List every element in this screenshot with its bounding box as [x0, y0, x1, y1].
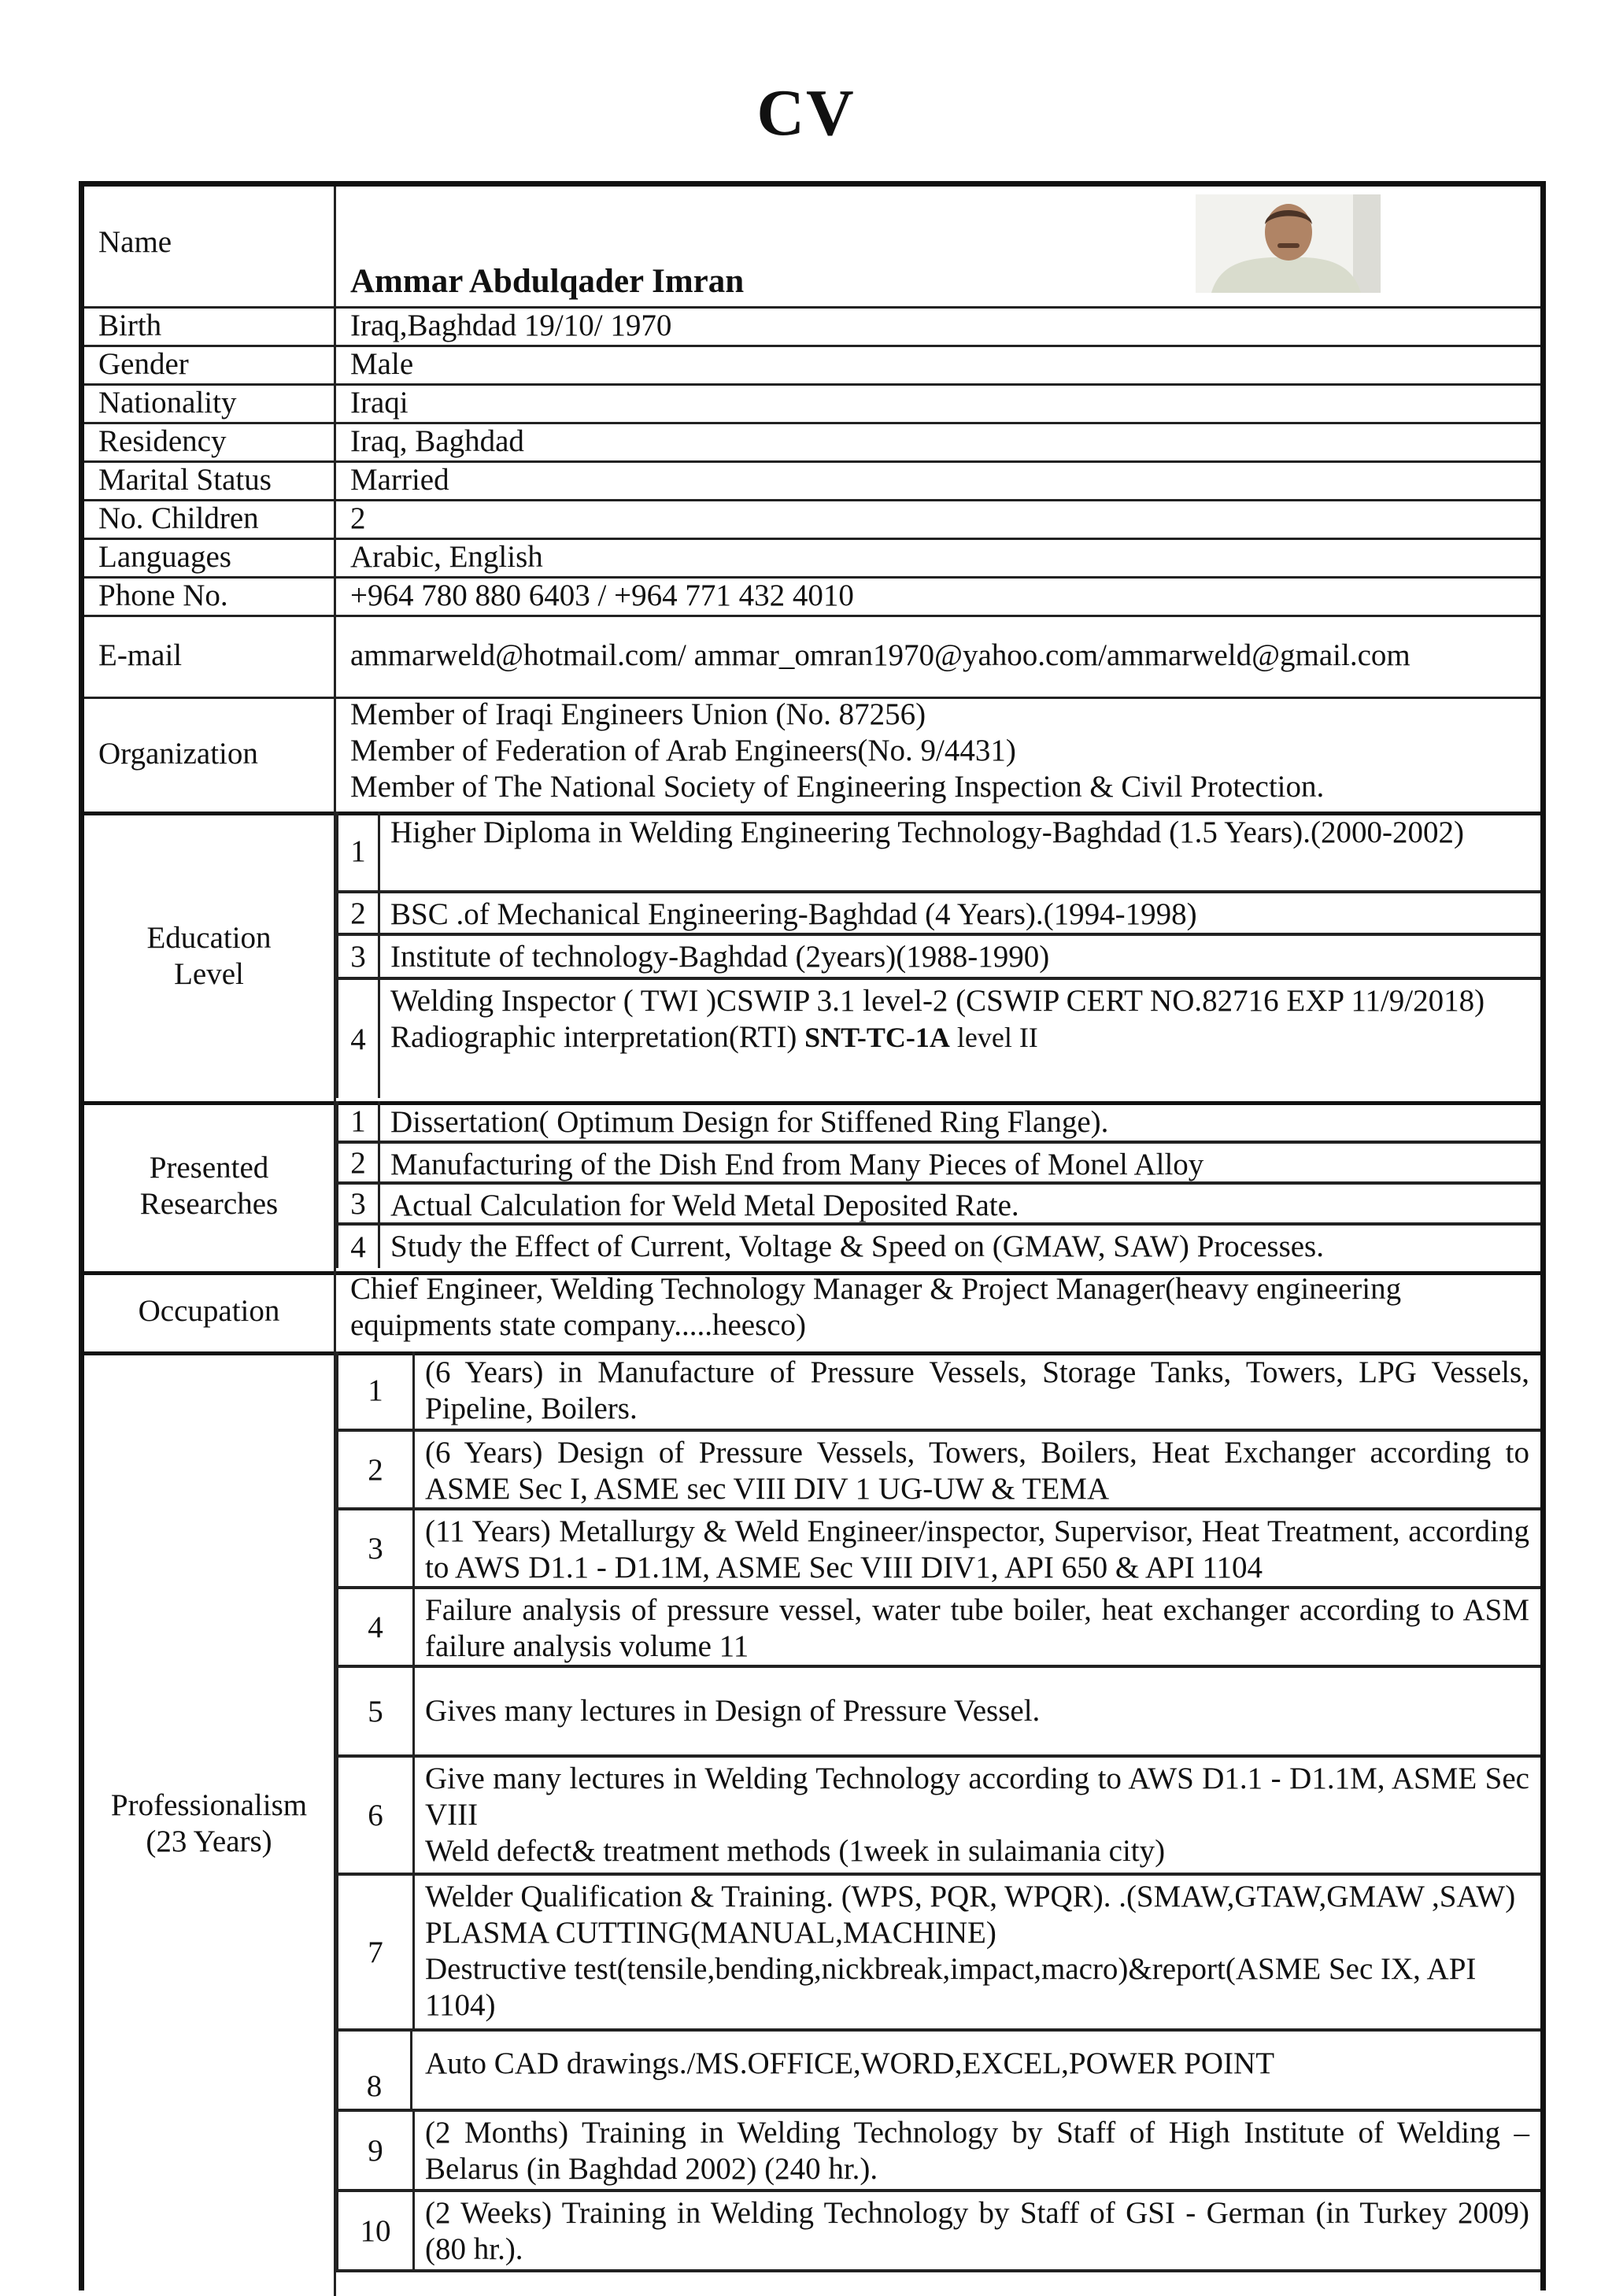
- item-number: 4: [338, 1226, 380, 1268]
- item-text: Higher Diploma in Welding Engineering Technology-Baghdad (1.5 Years).(2000-2002): [390, 815, 1464, 849]
- item-text: Manufacturing of the Dish End from Many Pieces of Monel Alloy: [390, 1148, 1204, 1181]
- item-text: [378, 980, 1540, 1098]
- research-item: [336, 1226, 1540, 1268]
- item-text: [412, 1758, 1540, 1873]
- education-item: [336, 893, 1540, 936]
- item-number: 4: [338, 1589, 415, 1665]
- field-row-children: [84, 499, 1540, 540]
- profile-photo: [1196, 194, 1381, 293]
- education-item: [336, 980, 1540, 1098]
- name-row: [84, 187, 1540, 309]
- document-title: CV: [756, 76, 856, 150]
- item-number: 2: [338, 893, 380, 933]
- education-item: [336, 936, 1540, 980]
- field-value: Iraqi: [350, 385, 409, 420]
- item-line: Weld defect& treatment methods (1week in sulaimania city): [425, 1834, 1166, 1868]
- line-suffix: level II: [949, 1022, 1038, 1053]
- professionalism-label: Professionalism (23 Years): [84, 1351, 336, 2296]
- field-label: Birth: [84, 306, 336, 345]
- item-text: (6 Years) Design of Pressure Vessels, Towers, Boilers, Heat Exchanger according to ASME Sec I, ASME sec VIII DIV 1 UG-UW & TEMA: [425, 1436, 1529, 1506]
- item-text: Failure analysis of pressure vessel, water tube boiler, heat exchanger according to ASM failure analysis volume 11: [425, 1593, 1529, 1663]
- item-number: 1: [338, 1351, 415, 1429]
- field-row-residency: [84, 422, 1540, 463]
- item-number: 10: [338, 2192, 415, 2269]
- item-number: 8: [338, 2032, 412, 2109]
- field-value: Iraq,Baghdad 19/10/ 1970: [350, 308, 672, 342]
- field-row-birth: [84, 306, 1540, 347]
- field-value: Iraq, Baghdad: [350, 423, 524, 458]
- field-row-phone: [84, 576, 1540, 617]
- field-row-email: [84, 615, 1540, 699]
- organization-line: Member of The National Society of Engineering Inspection & Civil Protection.: [350, 770, 1325, 804]
- item-number: 1: [338, 1101, 380, 1141]
- standard-code: SNT-TC-1A: [804, 1022, 950, 1053]
- field-value: Male: [350, 346, 414, 381]
- name-label: Name: [84, 187, 336, 306]
- field-label: Marital Status: [84, 460, 336, 499]
- item-text: Institute of technology-Baghdad (2years)(1988-1990): [390, 940, 1050, 974]
- field-value: Married: [350, 462, 449, 497]
- education-item: [336, 812, 1540, 893]
- researches-section: [84, 1101, 1540, 1275]
- item-number: 2: [338, 1432, 415, 1507]
- item-number: 3: [338, 936, 380, 977]
- occupation-label: Occupation: [84, 1271, 336, 1351]
- item-number: 3: [338, 1510, 415, 1586]
- item-number: 9: [338, 2112, 415, 2189]
- field-value: +964 780 880 6403 / +964 771 432 4010: [350, 578, 854, 612]
- organization-line: Member of Iraqi Engineers Union (No. 87256): [350, 697, 926, 731]
- item-number: 7: [338, 1876, 415, 2028]
- item-text: (6 Years) in Manufacture of Pressure Vessels, Storage Tanks, Towers, LPG Vessels, Pipeline, Boilers.: [425, 1355, 1529, 1425]
- item-number: 4: [338, 980, 380, 1098]
- organization-line: Member of Federation of Arab Engineers(No. 9/4431): [350, 734, 1016, 767]
- field-row-nationality: [84, 383, 1540, 424]
- item-line: [390, 1019, 1529, 1056]
- field-value: Arabic, English: [350, 539, 543, 574]
- item-number: 3: [338, 1185, 380, 1222]
- item-number: 2: [338, 1144, 380, 1181]
- professionalism-item: [336, 1351, 1540, 1432]
- research-item: [336, 1185, 1540, 1226]
- field-row-languages: [84, 538, 1540, 579]
- field-label: Gender: [84, 345, 336, 383]
- item-number: 1: [338, 812, 380, 890]
- item-line: Give many lectures in Welding Technology according to AWS D1.1 - D1.1M, ASME Sec VIII: [425, 1762, 1529, 1832]
- research-item: [336, 1144, 1540, 1185]
- organization-lines: [336, 697, 1540, 812]
- item-line: Welder Qualification & Training. (WPS, PQR, WPQR). .(SMAW,GTAW,GMAW ,SAW) PLASMA CUTTING(MANUAL,MACHINE): [425, 1880, 1516, 1950]
- professionalism-item: [336, 2032, 1540, 2112]
- field-label: Nationality: [84, 383, 336, 422]
- professionalism-item: [336, 2192, 1540, 2272]
- research-item: [336, 1101, 1540, 1144]
- item-line: Welding Inspector ( TWI )CSWIP 3.1 level-2 (CSWIP CERT NO.82716 EXP 11/9/2018): [390, 984, 1485, 1018]
- education-section: [84, 812, 1540, 1105]
- item-text: Auto CAD drawings./MS.OFFICE,WORD,EXCEL,POWER POINT: [425, 2046, 1275, 2080]
- field-label: Languages: [84, 538, 336, 576]
- occupation-section: [84, 1271, 1540, 1355]
- professionalism-item: [336, 1668, 1540, 1758]
- item-text: Dissertation( Optimum Design for Stiffened Ring Flange).: [390, 1105, 1109, 1139]
- item-line: Destructive test(tensile,bending,nickbreak,impact,macro)&report(ASME Sec IX, API 1104): [425, 1952, 1477, 2022]
- professionalism-section: [84, 1351, 1540, 2296]
- researches-label: Presented Researches: [84, 1101, 336, 1271]
- item-text: Study the Effect of Current, Voltage & Speed on (GMAW, SAW) Processes.: [390, 1229, 1324, 1263]
- professionalism-item: [336, 1432, 1540, 1510]
- education-label: Education Level: [84, 812, 336, 1101]
- organization-label: Organization: [84, 697, 336, 812]
- field-label: No. Children: [84, 499, 336, 538]
- person-name: Ammar Abdulqader Imran: [350, 263, 745, 300]
- field-value: 2: [350, 501, 366, 535]
- professionalism-item: [336, 1510, 1540, 1589]
- item-text: [412, 1876, 1540, 2028]
- cv-table: [79, 181, 1546, 2290]
- item-number: 6: [338, 1758, 415, 1873]
- field-label: Residency: [84, 422, 336, 460]
- item-text: BSC .of Mechanical Engineering-Baghdad (4 Years).(1994-1998): [390, 897, 1197, 931]
- professionalism-item: [336, 1758, 1540, 1876]
- field-row-gender: [84, 345, 1540, 386]
- occupation-text: Chief Engineer, Welding Technology Manager & Project Manager(heavy engineering equipments state company.....heesco): [350, 1272, 1402, 1342]
- name-cell: [336, 187, 1540, 306]
- line-prefix: Radiographic interpretation(RTI): [390, 1020, 805, 1054]
- item-text: (2 Months) Training in Welding Technology by Staff of High Institute of Welding – Belarus (in Baghdad 2002) (240 hr.).: [425, 2116, 1529, 2186]
- item-text: Actual Calculation for Weld Metal Deposited Rate.: [390, 1189, 1019, 1222]
- field-value: ammarweld@hotmail.com/ ammar_omran1970@yahoo.com/ammarweld@gmail.com: [350, 638, 1410, 672]
- item-number: 5: [338, 1668, 415, 1754]
- organization-section: [84, 697, 1540, 815]
- item-text: (2 Weeks) Training in Welding Technology by Staff of GSI - German (in Turkey 2009) (80 hr.).: [425, 2196, 1529, 2266]
- item-text: (11 Years) Metallurgy & Weld Engineer/inspector, Supervisor, Heat Treatment, according to AWS D1.1 - D1.1M, ASME Sec VIII DIV1, API 650 & API 1104: [425, 1514, 1529, 1584]
- field-row-marital-status: [84, 460, 1540, 501]
- field-label: E-mail: [84, 615, 336, 697]
- professionalism-item: [336, 2112, 1540, 2192]
- field-label: Phone No.: [84, 576, 336, 615]
- item-text: Gives many lectures in Design of Pressure Vessel.: [425, 1694, 1041, 1728]
- professionalism-item: [336, 1876, 1540, 2032]
- professionalism-item: [336, 1589, 1540, 1668]
